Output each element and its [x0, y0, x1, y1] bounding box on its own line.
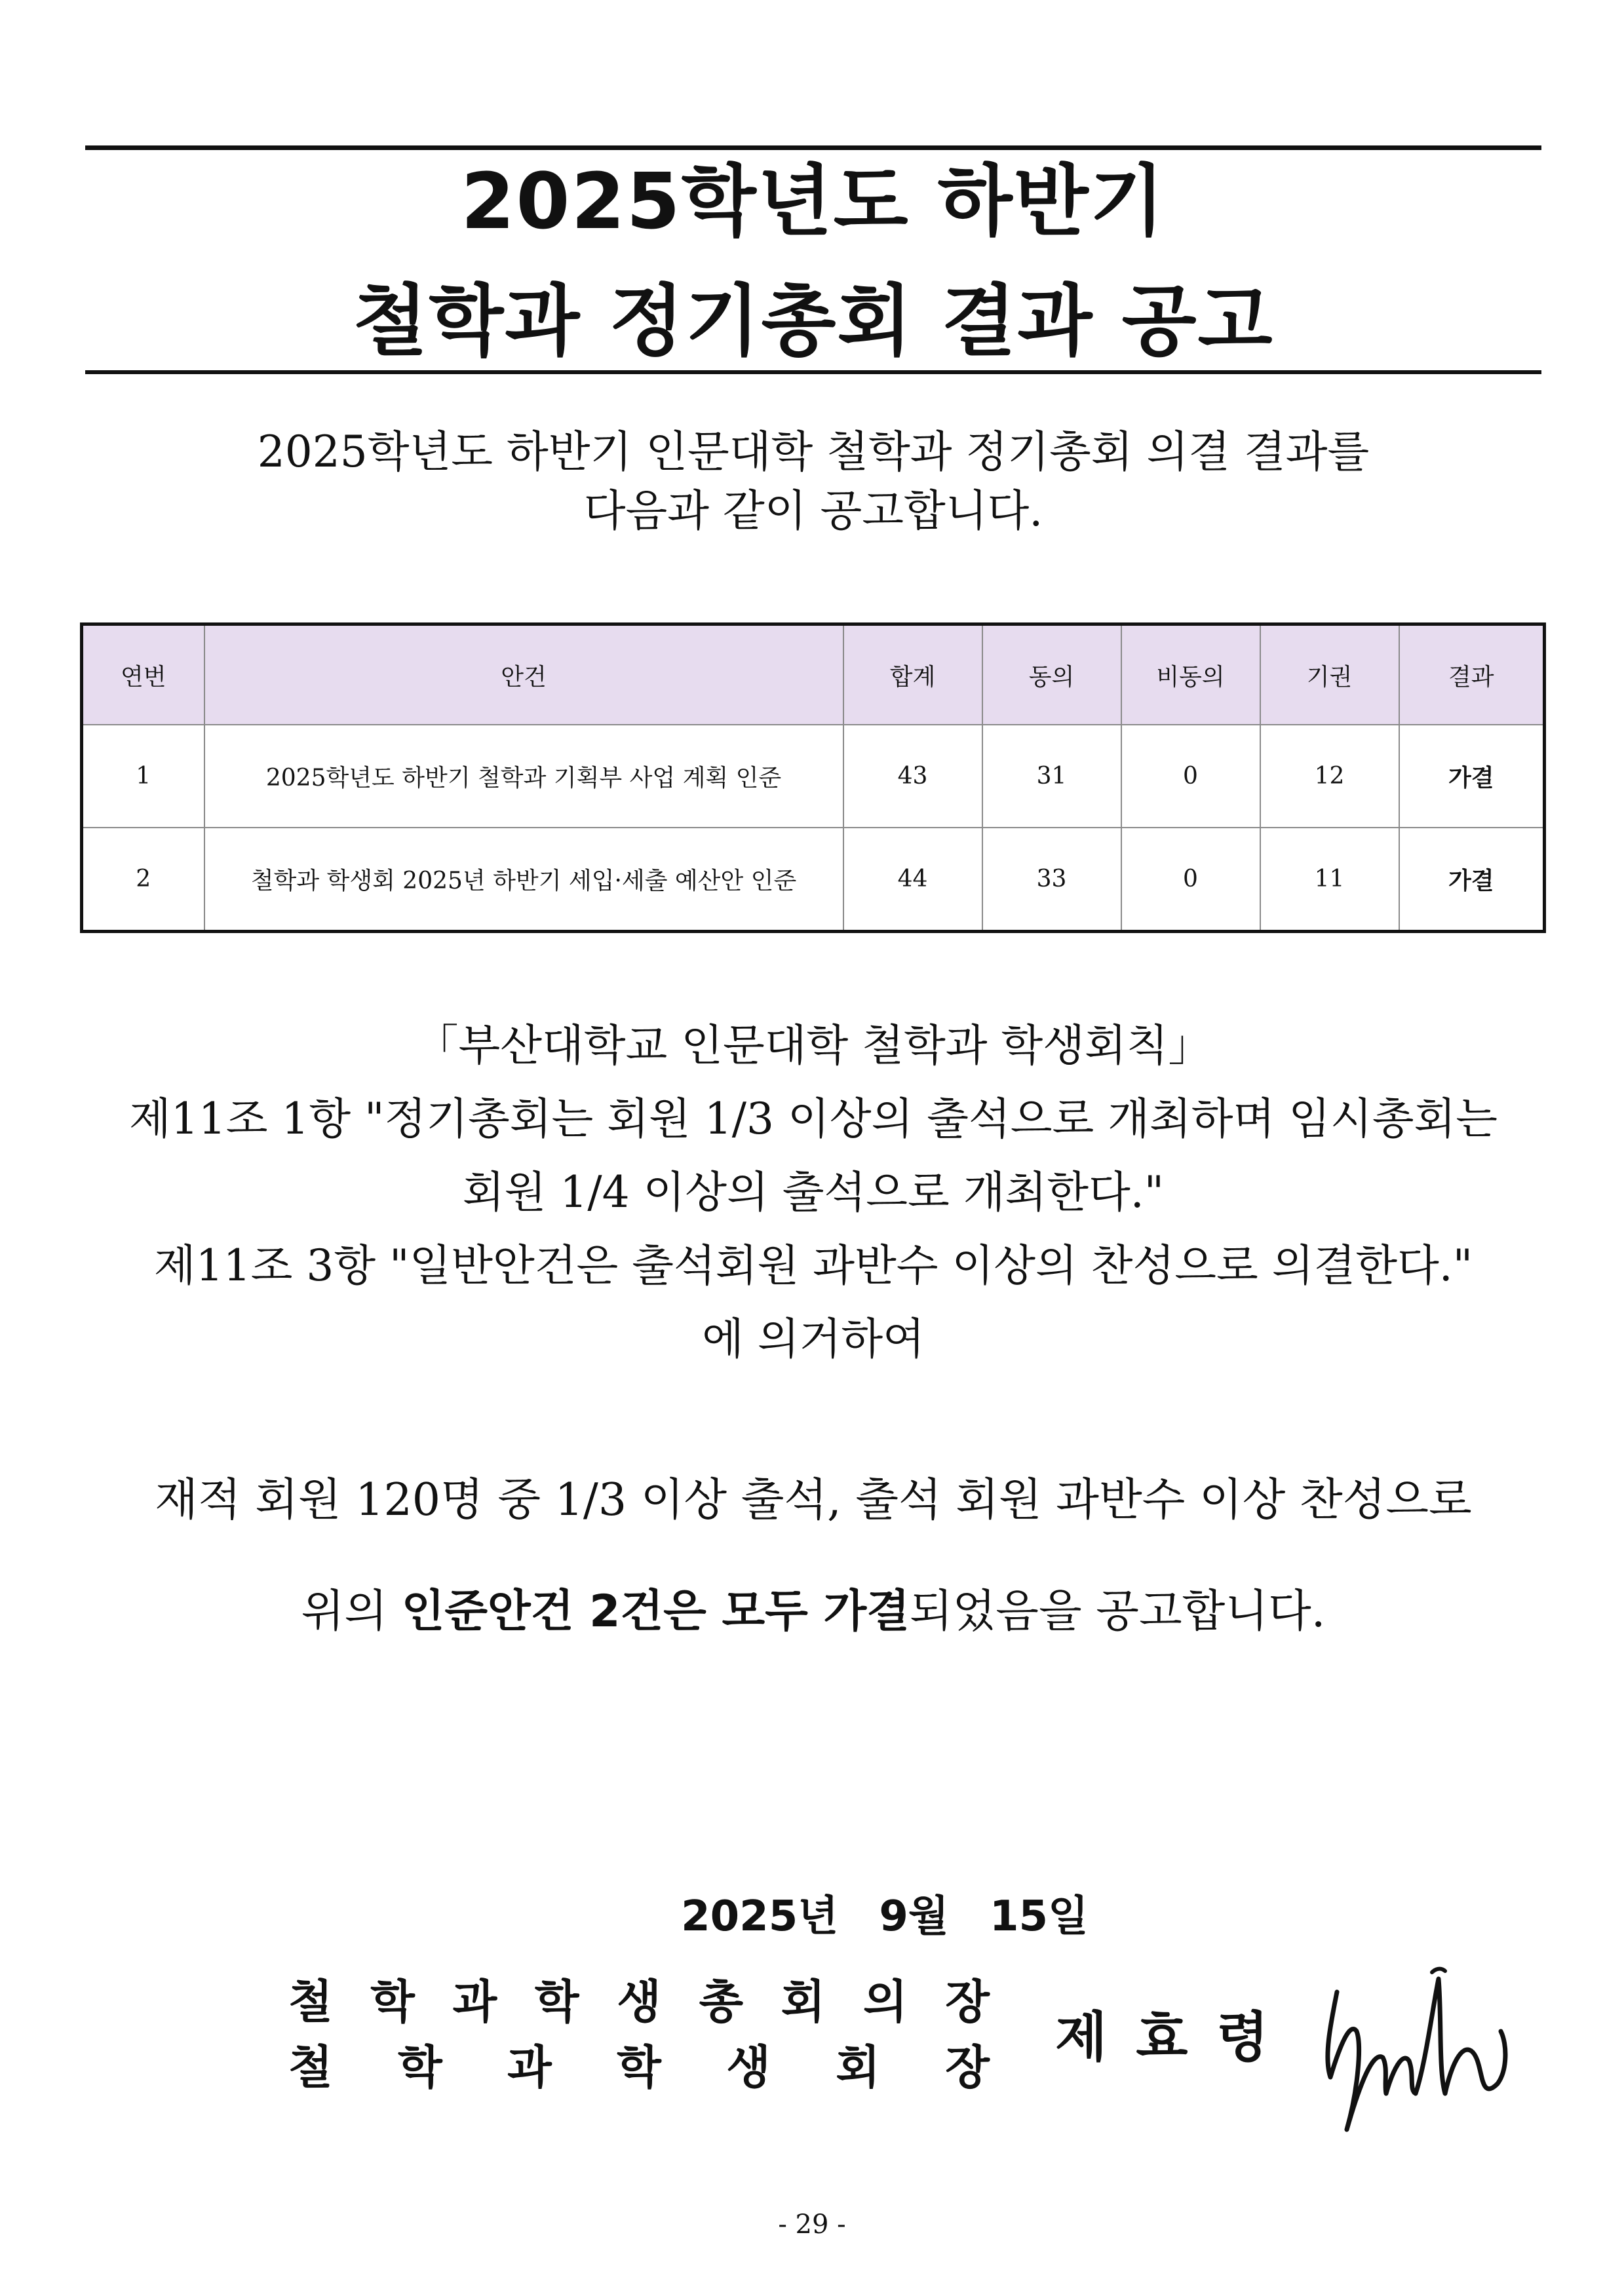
- signatory-char: 회: [836, 2040, 880, 2094]
- title-line-2: 철학과 정기총회 결과 공고: [353, 276, 1274, 366]
- signatory-char: 학: [617, 2040, 661, 2094]
- closing-emphasis: 인준안건 2건은 모두 가결: [401, 1586, 910, 1637]
- cell-result: 가결: [1399, 828, 1545, 932]
- signatory-char: 학: [398, 2040, 442, 2094]
- cell-disagree: 0: [1121, 828, 1260, 932]
- signatory-char: 총: [699, 1975, 744, 2029]
- signatory-char: 철: [288, 2040, 333, 2094]
- header-agree: 동의: [982, 624, 1121, 725]
- signatory-title-1: [288, 1972, 990, 2031]
- header-item: 안건: [204, 624, 843, 725]
- header-disagree: 비동의: [1121, 624, 1260, 725]
- cell-item: 2025학년도 하반기 철학과 기획부 사업 계획 인준: [204, 725, 843, 828]
- signatory-char: 학: [370, 1975, 415, 2029]
- header-total: 합계: [843, 624, 982, 725]
- cell-agree: 33: [982, 828, 1121, 932]
- bylaw-article-1-cont: 회원 1/4 이상의 출석으로 개최한다.": [462, 1167, 1165, 1217]
- handwritten-signature: [1311, 1953, 1534, 2149]
- cell-item: 철학과 학생회 2025년 하반기 세입·세출 예산안 인준: [204, 828, 843, 932]
- cell-no: 1: [82, 725, 204, 828]
- signatory-char: 철: [288, 1975, 333, 2029]
- title-line-1: 2025학년도 하반기: [461, 156, 1166, 246]
- cell-result: 가결: [1399, 725, 1545, 828]
- closing-text-post: 되었음을 공고합니다.: [909, 1586, 1326, 1637]
- signatory-char: 생: [617, 1975, 661, 2029]
- cell-total: 44: [843, 828, 982, 932]
- cell-agree: 31: [982, 725, 1121, 828]
- table-header-row: [82, 624, 1545, 725]
- page-number: - 29 -: [778, 2210, 846, 2240]
- header-no: 연번: [82, 624, 204, 725]
- signatory-char: 과: [507, 2040, 552, 2094]
- signatory-char: 학: [534, 1975, 579, 2029]
- announcement-date: 2025년 9월 15일: [681, 1892, 1089, 1941]
- signatory-char: 과: [452, 1975, 497, 2029]
- bylaw-basis: 에 의거하여: [702, 1314, 925, 1364]
- title-bottom-rule: [85, 370, 1541, 374]
- header-result: 결과: [1399, 624, 1545, 725]
- bylaw-article-1: 제11조 1항 "정기총회는 회원 1/3 이상의 출석으로 개최하며 임시총회는: [128, 1094, 1498, 1144]
- table-row: [82, 828, 1545, 932]
- cell-no: 2: [82, 828, 204, 932]
- cell-abstain: 11: [1260, 828, 1399, 932]
- closing-text-pre: 위의: [301, 1586, 402, 1637]
- intro-line-2: 다음과 같이 공고합니다.: [583, 486, 1043, 536]
- intro-line-1: 2025학년도 하반기 인문대학 철학과 정기총회 의결 결과를: [257, 427, 1370, 477]
- closing-line-1: 재적 회원 120명 중 1/3 이상 출석, 출석 회원 과반수 이상 찬성으로: [155, 1474, 1472, 1526]
- signatory-char: 회: [781, 1975, 826, 2029]
- signatory-char: 장: [945, 1975, 990, 2029]
- cell-total: 43: [843, 725, 982, 828]
- cell-abstain: 12: [1260, 725, 1399, 828]
- signatory-title-2: [288, 2038, 990, 2097]
- bylaw-article-3: 제11조 3항 "일반안건은 출석회원 과반수 이상의 찬성으로 의결한다.": [153, 1240, 1473, 1291]
- signatory-char: 장: [945, 2040, 990, 2094]
- signatory-char: 생: [726, 2040, 771, 2094]
- closing-line-2: [85, 1582, 1541, 1641]
- signatory-char: 의: [863, 1975, 908, 2029]
- title-top-rule: [85, 145, 1541, 150]
- bylaw-title: 「부산대학교 인문대학 철학과 학생회칙」: [415, 1020, 1212, 1071]
- vote-results-table: [80, 622, 1546, 933]
- table-row: [82, 725, 1545, 828]
- header-abstain: 기권: [1260, 624, 1399, 725]
- cell-disagree: 0: [1121, 725, 1260, 828]
- signatory-name: 제효령: [1055, 2006, 1298, 2069]
